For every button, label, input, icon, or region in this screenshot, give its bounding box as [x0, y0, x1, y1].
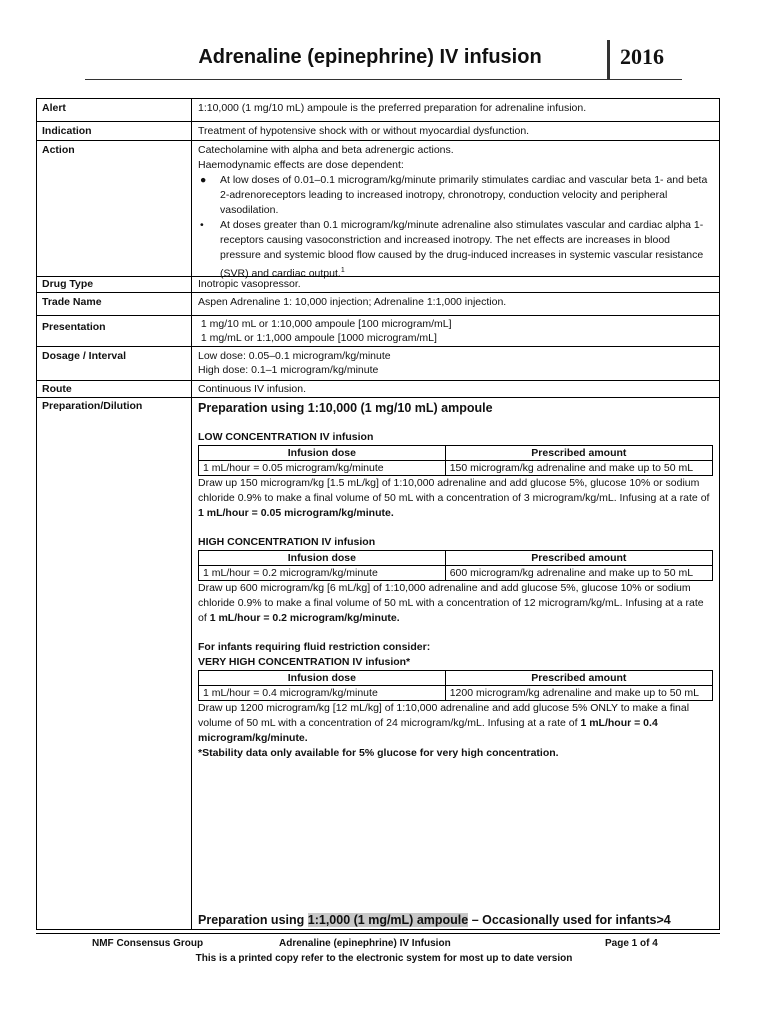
row-indication — [37, 122, 719, 141]
presentation-line: 1 mg/10 mL or 1:10,000 ampoule [100 microgram/mL] — [198, 318, 452, 330]
row-label: Dosage / Interval — [42, 350, 127, 362]
instruction-rate: 1 mL/hour = 0.05 microgram/kg/minute. — [198, 507, 394, 519]
stability-note: *Stability data only available for 5% glucose for very high concentration. — [198, 747, 559, 759]
column-header: Prescribed amount — [445, 551, 712, 566]
column-header: Infusion dose — [199, 446, 446, 461]
heading-text: – Occasionally used for infants>4 — [468, 913, 671, 927]
section-heading: Preparation using 1:10,000 (1 mg/10 mL) ampoule — [198, 401, 493, 415]
row-alert — [37, 99, 719, 122]
action-line: Catecholamine with alpha and beta adrenergic actions. — [198, 144, 454, 156]
table-row — [199, 461, 713, 476]
instruction-rate: 1 mL/hour = 0.2 microgram/kg/minute. — [209, 612, 400, 624]
instruction-rate: 1 mL/hour = 0.4 microgram/kg/minute. — [198, 717, 658, 744]
dosage-line: High dose: 0.1–1 microgram/kg/minute — [198, 364, 379, 376]
column-divider — [191, 277, 192, 292]
section-heading-1-1000 — [198, 913, 671, 927]
row-value: Aspen Adrenaline 1: 10,000 injection; Adrenaline 1:1,000 injection. — [198, 296, 507, 308]
monograph-table — [36, 98, 720, 930]
dosage-line: Low dose: 0.05–0.1 microgram/kg/minute — [198, 350, 391, 362]
infants-note: For infants requiring fluid restriction consider: — [198, 641, 431, 653]
header-divider — [607, 40, 610, 80]
presentation-line: 1 mg/mL or 1:1,000 ampoule [1000 microgram/mL] — [198, 332, 437, 344]
column-divider — [191, 141, 192, 276]
highlighted-text: 1:1,000 (1 mg/mL) ampoule — [307, 913, 469, 927]
table-cell: 1 mL/hour = 0.4 microgram/kg/minute — [199, 686, 446, 701]
low-concentration-title: LOW CONCENTRATION IV infusion — [198, 431, 374, 443]
column-divider — [191, 99, 192, 121]
footer-title: Adrenaline (epinephrine) IV Infusion — [279, 938, 451, 949]
column-header: Prescribed amount — [445, 446, 712, 461]
row-label: Alert — [42, 102, 66, 114]
row-value — [198, 317, 713, 345]
very-high-concentration-table — [198, 670, 713, 701]
document-year: 2016 — [620, 44, 664, 69]
row-dosage — [37, 347, 719, 381]
instruction-text: Draw up 600 microgram/kg [6 mL/kg] of 1:10,000 adrenaline and add glucose 5%, glucose 10% or sodium chloride 0.9% to make a final volume of 50 mL with a concentration of 12 microgram/kg/mL. Infusing at a rate of — [198, 582, 704, 624]
row-value: Treatment of hypotensive shock with or without myocardial dysfunction. — [198, 125, 530, 137]
row-label: Indication — [42, 125, 92, 137]
column-divider — [191, 122, 192, 140]
row-trade-name — [37, 293, 719, 316]
footer-page-number: Page 1 of 4 — [605, 938, 658, 949]
low-concentration-table — [198, 445, 713, 476]
list-item — [198, 173, 713, 218]
bullet-text: At low doses of 0.01–0.1 microgram/kg/minute primarily stimulates cardiac and vascular beta 1- and beta 2-adrenoreceptors leading to increased inotropy, chronotropy, conduction velocity and peripheral vasodilation. — [220, 174, 708, 216]
row-label: Presentation — [42, 321, 106, 333]
column-header: Infusion dose — [199, 671, 446, 686]
bullet-icon: ● — [200, 174, 207, 186]
low-concentration-instructions — [198, 476, 713, 521]
row-label: Trade Name — [42, 296, 102, 308]
action-line: Haemodynamic effects are dose dependent: — [198, 159, 404, 171]
row-value: Continuous IV infusion. — [198, 383, 306, 395]
table-cell: 1200 microgram/kg adrenaline and make up to 50 mL — [445, 686, 712, 701]
column-header: Infusion dose — [199, 551, 446, 566]
high-concentration-instructions — [198, 581, 713, 626]
column-divider — [191, 316, 192, 346]
footer-rule — [36, 933, 720, 934]
header-rule — [85, 79, 682, 80]
row-presentation — [37, 316, 719, 347]
footer-notice: This is a printed copy refer to the electronic system for most up to date version — [195, 953, 573, 964]
reference-number: 1 — [340, 267, 345, 274]
column-divider — [191, 347, 192, 380]
row-preparation — [37, 398, 719, 929]
row-label: Preparation/Dilution — [42, 400, 143, 412]
row-label: Drug Type — [42, 278, 94, 290]
table-cell: 600 microgram/kg adrenaline and make up to 50 mL — [445, 566, 712, 581]
row-value — [198, 349, 713, 377]
high-concentration-table — [198, 550, 713, 581]
row-value: Inotropic vasopressor. — [198, 278, 301, 290]
row-label: Action — [42, 144, 75, 156]
bullet-icon: • — [200, 219, 204, 231]
table-cell: 1 mL/hour = 0.2 microgram/kg/minute — [199, 566, 446, 581]
preparation-content — [198, 398, 713, 761]
row-value — [198, 143, 713, 282]
row-value: 1:10,000 (1 mg/10 mL) ampoule is the preferred preparation for adrenaline infusion. — [198, 102, 587, 114]
instruction-text: Draw up 1200 microgram/kg [12 mL/kg] of 1:10,000 adrenaline and add glucose 5% ONLY to make a final volume of 50 mL with a concentration of 24 microgram/kg/mL. Infusing at a rate of — [198, 702, 690, 729]
very-high-concentration-instructions — [198, 701, 713, 746]
table-row — [199, 566, 713, 581]
table-cell: 150 microgram/kg adrenaline and make up to 50 mL — [445, 461, 712, 476]
table-row — [199, 686, 713, 701]
row-label: Route — [42, 383, 72, 395]
table-cell: 1 mL/hour = 0.05 microgram/kg/minute — [199, 461, 446, 476]
row-route — [37, 381, 719, 398]
list-item — [198, 218, 713, 282]
row-drug-type — [37, 277, 719, 293]
action-bullets — [198, 173, 713, 282]
row-action — [37, 141, 719, 280]
instruction-text: Draw up 150 microgram/kg [1.5 mL/kg] of 1:10,000 adrenaline and add glucose 5%, glucose 10% or sodium chloride 0.9% to make a final volume of 50 mL with a concentration of 3 microgram/kg/mL. Infusing at a rate of — [198, 477, 710, 504]
footer-group: NMF Consensus Group — [92, 938, 204, 949]
high-concentration-title: HIGH CONCENTRATION IV infusion — [198, 536, 376, 548]
column-divider — [191, 398, 192, 929]
document-title: Adrenaline (epinephrine) IV infusion — [198, 46, 542, 68]
very-high-concentration-title: VERY HIGH CONCENTRATION IV infusion* — [198, 656, 411, 668]
column-header: Prescribed amount — [445, 671, 712, 686]
bullet-text: At doses greater than 0.1 microgram/kg/minute adrenaline also stimulates vascular and cardiac alpha 1-receptors causing vasoconstriction and increased inotropy. The net effects are increases in blood pressure and systemic blood flow caused by the drug-induced increases in systemic vascular resistance (SVR) and cardiac output. — [220, 219, 704, 280]
heading-text: Preparation using — [198, 913, 308, 927]
column-divider — [191, 293, 192, 315]
column-divider — [191, 381, 192, 397]
